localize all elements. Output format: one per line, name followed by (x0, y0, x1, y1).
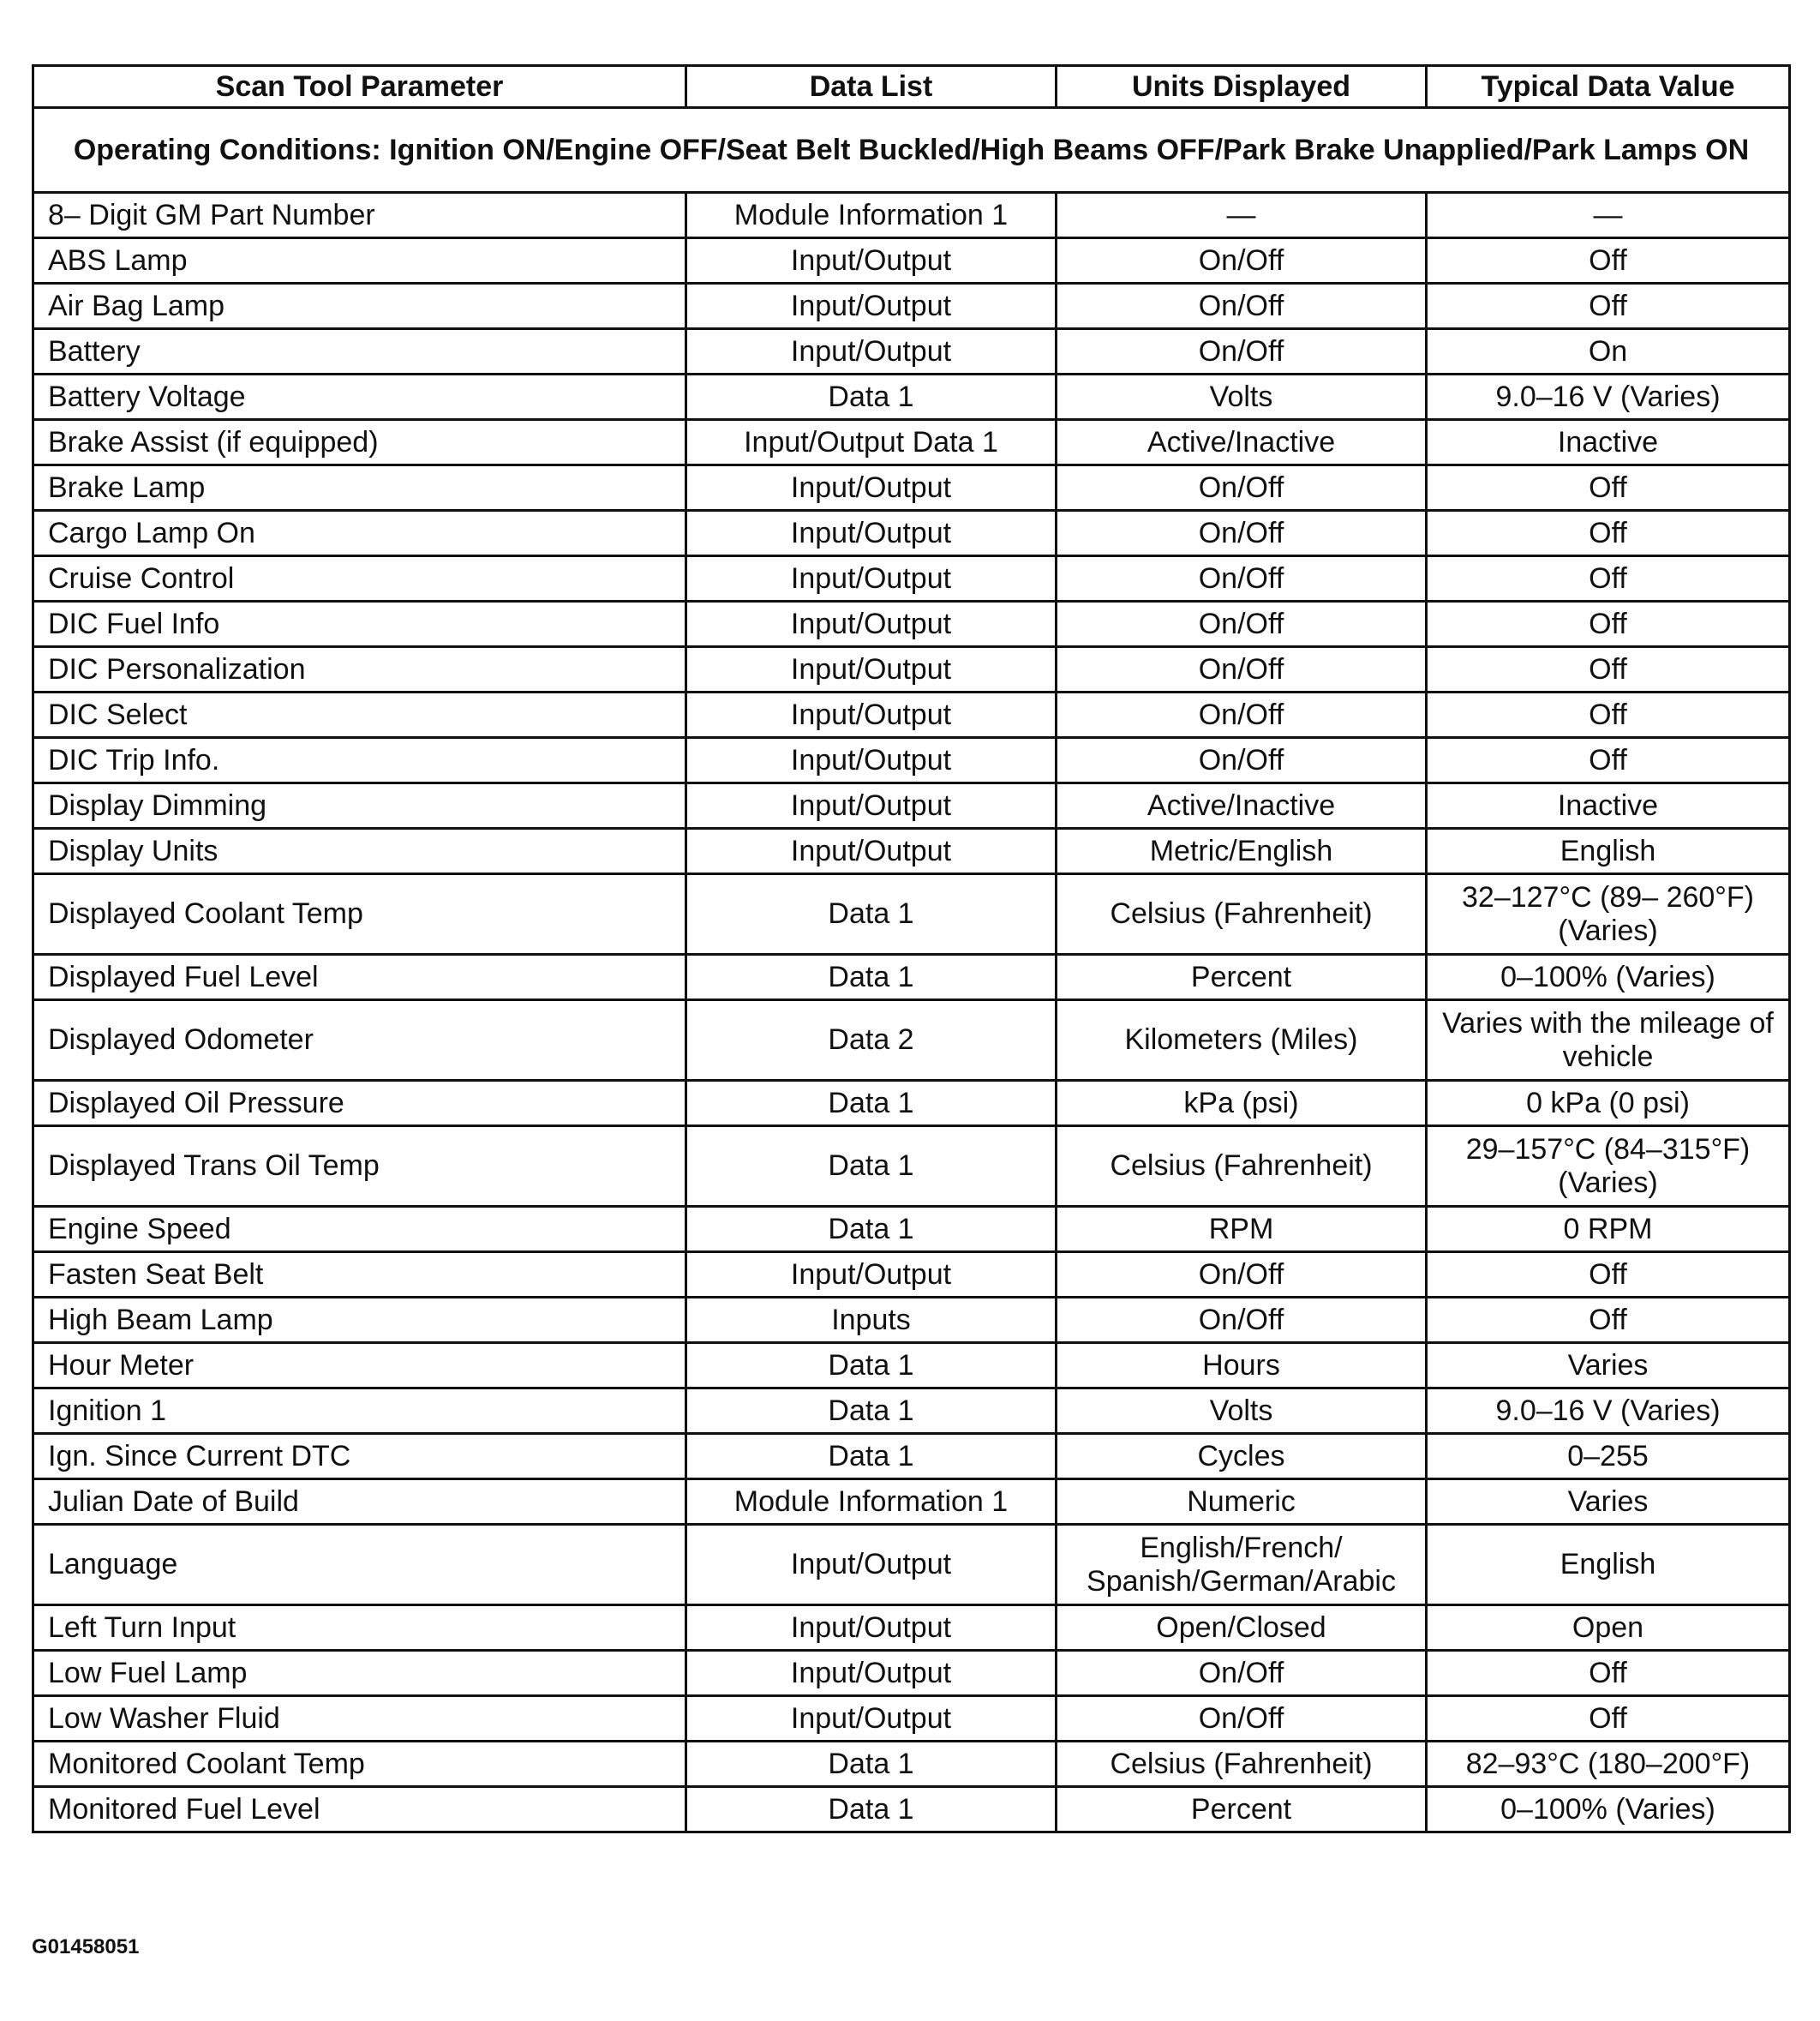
cell-data-list: Input/Output (686, 829, 1057, 874)
cell-typical-data-value: Off (1427, 738, 1790, 783)
cell-data-list: Input/Output (686, 1605, 1057, 1651)
cell-data-list: Input/Output (686, 602, 1057, 647)
cell-scan-tool-parameter: Displayed Trans Oil Temp (33, 1126, 686, 1207)
cell-typical-data-value: Varies with the mileage of vehicle (1427, 1000, 1790, 1081)
table-row (33, 1207, 1790, 1252)
table-row (33, 1343, 1790, 1388)
cell-data-list: Input/Output (686, 284, 1057, 329)
cell-data-list: Input/Output (686, 693, 1057, 738)
table-row (33, 329, 1790, 375)
cell-units-displayed: Numeric (1057, 1479, 1427, 1525)
cell-data-list: Data 1 (686, 874, 1057, 955)
cell-units-displayed: — (1057, 193, 1427, 238)
table-row (33, 1388, 1790, 1434)
table-body (33, 108, 1790, 1832)
cell-typical-data-value: 29–157°C (84–315°F) (Varies) (1427, 1126, 1790, 1207)
cell-typical-data-value: — (1427, 193, 1790, 238)
cell-scan-tool-parameter: Cargo Lamp On (33, 511, 686, 556)
cell-units-displayed: Active/Inactive (1057, 420, 1427, 465)
cell-scan-tool-parameter: 8– Digit GM Part Number (33, 193, 686, 238)
cell-typical-data-value: On (1427, 329, 1790, 375)
cell-typical-data-value: 0–255 (1427, 1434, 1790, 1479)
table-row (33, 375, 1790, 420)
cell-scan-tool-parameter: Air Bag Lamp (33, 284, 686, 329)
cell-data-list: Data 1 (686, 955, 1057, 1000)
table-row (33, 511, 1790, 556)
cell-typical-data-value: Off (1427, 1651, 1790, 1696)
header-scan-tool-parameter: Scan Tool Parameter (33, 66, 686, 108)
table-row (33, 556, 1790, 602)
cell-scan-tool-parameter: Brake Assist (if equipped) (33, 420, 686, 465)
cell-typical-data-value: Off (1427, 238, 1790, 284)
cell-units-displayed: On/Off (1057, 556, 1427, 602)
cell-units-displayed: Volts (1057, 375, 1427, 420)
cell-scan-tool-parameter: Monitored Coolant Temp (33, 1742, 686, 1787)
table-row (33, 284, 1790, 329)
cell-typical-data-value: Off (1427, 511, 1790, 556)
cell-units-displayed: On/Off (1057, 1298, 1427, 1343)
cell-typical-data-value: Open (1427, 1605, 1790, 1651)
header-data-list: Data List (686, 66, 1057, 108)
cell-scan-tool-parameter: Battery (33, 329, 686, 375)
cell-typical-data-value: 9.0–16 V (Varies) (1427, 1388, 1790, 1434)
cell-typical-data-value: English (1427, 829, 1790, 874)
cell-scan-tool-parameter: DIC Personalization (33, 647, 686, 693)
cell-units-displayed: Celsius (Fahrenheit) (1057, 1126, 1427, 1207)
cell-data-list: Input/Output (686, 238, 1057, 284)
cell-typical-data-value: Inactive (1427, 420, 1790, 465)
cell-data-list: Input/Output (686, 329, 1057, 375)
table-row (33, 1651, 1790, 1696)
table-row (33, 1434, 1790, 1479)
cell-typical-data-value: Off (1427, 602, 1790, 647)
cell-units-displayed: On/Off (1057, 284, 1427, 329)
cell-data-list: Data 1 (686, 1081, 1057, 1126)
scan-tool-data-document (32, 64, 1788, 1833)
cell-scan-tool-parameter: Brake Lamp (33, 465, 686, 511)
cell-units-displayed: Metric/English (1057, 829, 1427, 874)
cell-units-displayed: On/Off (1057, 511, 1427, 556)
cell-data-list: Input/Output (686, 1651, 1057, 1696)
cell-units-displayed: Active/Inactive (1057, 783, 1427, 829)
operating-conditions-row (33, 108, 1790, 193)
cell-data-list: Input/Output (686, 783, 1057, 829)
cell-data-list: Data 1 (686, 1787, 1057, 1832)
cell-scan-tool-parameter: Language (33, 1525, 686, 1605)
cell-typical-data-value: Off (1427, 1252, 1790, 1298)
cell-units-displayed: Percent (1057, 1787, 1427, 1832)
cell-typical-data-value: Off (1427, 1298, 1790, 1343)
cell-data-list: Data 1 (686, 1742, 1057, 1787)
cell-scan-tool-parameter: DIC Select (33, 693, 686, 738)
table-row (33, 1081, 1790, 1126)
cell-units-displayed: On/Off (1057, 1252, 1427, 1298)
cell-units-displayed: On/Off (1057, 329, 1427, 375)
cell-scan-tool-parameter: Hour Meter (33, 1343, 686, 1388)
table-row (33, 829, 1790, 874)
cell-scan-tool-parameter: Low Washer Fluid (33, 1696, 686, 1742)
cell-typical-data-value: 0–100% (Varies) (1427, 1787, 1790, 1832)
cell-units-displayed: On/Off (1057, 602, 1427, 647)
table-row (33, 693, 1790, 738)
table-row (33, 1252, 1790, 1298)
table-row (33, 465, 1790, 511)
cell-units-displayed: On/Off (1057, 238, 1427, 284)
table-row (33, 238, 1790, 284)
table-row (33, 602, 1790, 647)
figure-id: G01458051 (32, 1935, 140, 1958)
scan-tool-data-table (32, 64, 1791, 1833)
cell-data-list: Input/Output (686, 1252, 1057, 1298)
cell-scan-tool-parameter: Displayed Fuel Level (33, 955, 686, 1000)
cell-units-displayed: On/Off (1057, 465, 1427, 511)
cell-scan-tool-parameter: Displayed Oil Pressure (33, 1081, 686, 1126)
cell-typical-data-value: 82–93°C (180–200°F) (1427, 1742, 1790, 1787)
table-row (33, 1126, 1790, 1207)
cell-data-list: Module Information 1 (686, 193, 1057, 238)
cell-units-displayed: On/Off (1057, 647, 1427, 693)
cell-scan-tool-parameter: Displayed Odometer (33, 1000, 686, 1081)
cell-scan-tool-parameter: Julian Date of Build (33, 1479, 686, 1525)
cell-units-displayed: On/Off (1057, 693, 1427, 738)
cell-units-displayed: Kilometers (Miles) (1057, 1000, 1427, 1081)
operating-conditions: Operating Conditions: Ignition ON/Engine OFF/Seat Belt Buckled/High Beams OFF/Park Brake Unapplied/Park Lamps ON (33, 108, 1790, 193)
cell-data-list: Data 1 (686, 1207, 1057, 1252)
cell-typical-data-value: Inactive (1427, 783, 1790, 829)
cell-scan-tool-parameter: Ign. Since Current DTC (33, 1434, 686, 1479)
cell-units-displayed: Open/Closed (1057, 1605, 1427, 1651)
cell-typical-data-value: Varies (1427, 1343, 1790, 1388)
cell-data-list: Module Information 1 (686, 1479, 1057, 1525)
cell-scan-tool-parameter: Cruise Control (33, 556, 686, 602)
cell-units-displayed: Celsius (Fahrenheit) (1057, 874, 1427, 955)
cell-scan-tool-parameter: ABS Lamp (33, 238, 686, 284)
cell-typical-data-value: Off (1427, 556, 1790, 602)
cell-typical-data-value: 32–127°C (89– 260°F) (Varies) (1427, 874, 1790, 955)
cell-units-displayed: kPa (psi) (1057, 1081, 1427, 1126)
cell-scan-tool-parameter: Left Turn Input (33, 1605, 686, 1651)
cell-typical-data-value: 0 RPM (1427, 1207, 1790, 1252)
table-row (33, 874, 1790, 955)
table-row (33, 955, 1790, 1000)
cell-scan-tool-parameter: Ignition 1 (33, 1388, 686, 1434)
cell-units-displayed: English/French/ Spanish/German/Arabic (1057, 1525, 1427, 1605)
cell-units-displayed: Cycles (1057, 1434, 1427, 1479)
cell-typical-data-value: English (1427, 1525, 1790, 1605)
cell-units-displayed: Hours (1057, 1343, 1427, 1388)
cell-typical-data-value: Off (1427, 465, 1790, 511)
table-row (33, 193, 1790, 238)
header-typical-data-value: Typical Data Value (1427, 66, 1790, 108)
table-row (33, 1479, 1790, 1525)
cell-typical-data-value: 0–100% (Varies) (1427, 955, 1790, 1000)
cell-typical-data-value: Off (1427, 1696, 1790, 1742)
cell-typical-data-value: Off (1427, 693, 1790, 738)
cell-data-list: Data 1 (686, 1434, 1057, 1479)
cell-data-list: Input/Output (686, 1696, 1057, 1742)
cell-scan-tool-parameter: DIC Fuel Info (33, 602, 686, 647)
cell-typical-data-value: Off (1427, 647, 1790, 693)
cell-data-list: Input/Output (686, 738, 1057, 783)
cell-units-displayed: RPM (1057, 1207, 1427, 1252)
cell-typical-data-value: Off (1427, 284, 1790, 329)
cell-scan-tool-parameter: Display Units (33, 829, 686, 874)
table-row (33, 647, 1790, 693)
cell-scan-tool-parameter: Displayed Coolant Temp (33, 874, 686, 955)
cell-data-list: Data 1 (686, 1343, 1057, 1388)
cell-units-displayed: On/Off (1057, 738, 1427, 783)
table-row (33, 1000, 1790, 1081)
cell-typical-data-value: 0 kPa (0 psi) (1427, 1081, 1790, 1126)
cell-scan-tool-parameter: Engine Speed (33, 1207, 686, 1252)
table-row (33, 1742, 1790, 1787)
cell-data-list: Data 1 (686, 375, 1057, 420)
cell-scan-tool-parameter: Display Dimming (33, 783, 686, 829)
table-row (33, 783, 1790, 829)
table-row (33, 1696, 1790, 1742)
cell-data-list: Input/Output (686, 511, 1057, 556)
cell-units-displayed: On/Off (1057, 1651, 1427, 1696)
cell-units-displayed: On/Off (1057, 1696, 1427, 1742)
cell-scan-tool-parameter: Fasten Seat Belt (33, 1252, 686, 1298)
cell-scan-tool-parameter: High Beam Lamp (33, 1298, 686, 1343)
table-row (33, 1605, 1790, 1651)
cell-typical-data-value: 9.0–16 V (Varies) (1427, 375, 1790, 420)
cell-data-list: Input/Output (686, 556, 1057, 602)
cell-data-list: Inputs (686, 1298, 1057, 1343)
cell-data-list: Data 1 (686, 1388, 1057, 1434)
cell-units-displayed: Volts (1057, 1388, 1427, 1434)
cell-scan-tool-parameter: DIC Trip Info. (33, 738, 686, 783)
cell-data-list: Input/Output (686, 1525, 1057, 1605)
cell-scan-tool-parameter: Battery Voltage (33, 375, 686, 420)
cell-scan-tool-parameter: Low Fuel Lamp (33, 1651, 686, 1696)
cell-units-displayed: Celsius (Fahrenheit) (1057, 1742, 1427, 1787)
cell-data-list: Input/Output (686, 465, 1057, 511)
header-units-displayed: Units Displayed (1057, 66, 1427, 108)
cell-scan-tool-parameter: Monitored Fuel Level (33, 1787, 686, 1832)
table-row (33, 1787, 1790, 1832)
table-row (33, 1298, 1790, 1343)
cell-data-list: Data 1 (686, 1126, 1057, 1207)
cell-typical-data-value: Varies (1427, 1479, 1790, 1525)
cell-units-displayed: Percent (1057, 955, 1427, 1000)
table-row (33, 738, 1790, 783)
table-row (33, 1525, 1790, 1605)
cell-data-list: Input/Output Data 1 (686, 420, 1057, 465)
header-row (33, 66, 1790, 108)
cell-data-list: Data 2 (686, 1000, 1057, 1081)
table-row (33, 420, 1790, 465)
cell-data-list: Input/Output (686, 647, 1057, 693)
